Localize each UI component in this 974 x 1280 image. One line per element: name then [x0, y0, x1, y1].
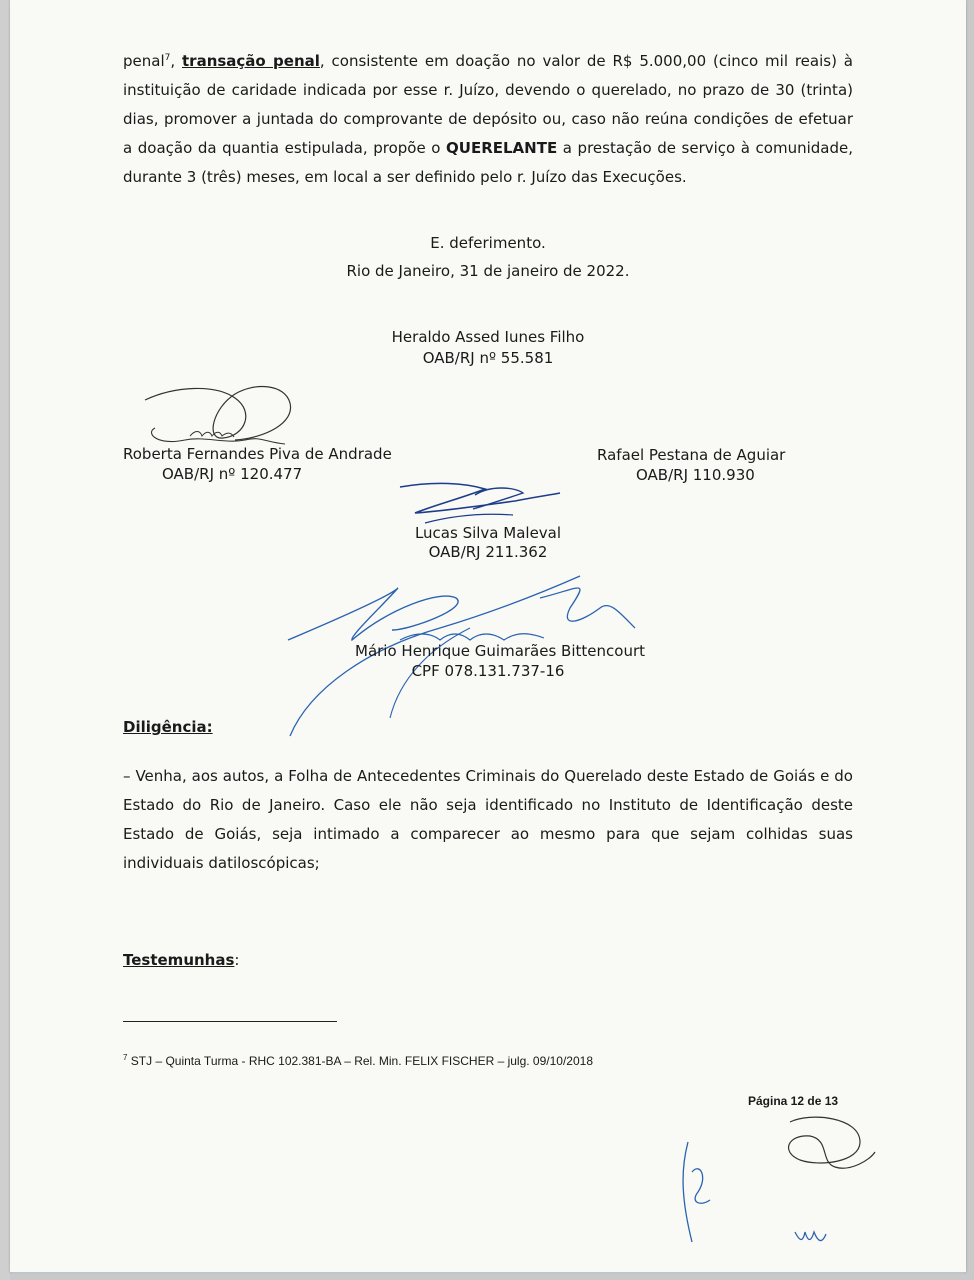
diligencia-heading: Diligência:: [123, 718, 213, 736]
text-querelante: QUERELANTE: [446, 139, 558, 157]
text-sep: ,: [170, 52, 182, 70]
document-page: [10, 0, 966, 1272]
paragraph-proposal: [123, 44, 853, 192]
footnote-number: 7: [123, 1053, 128, 1062]
footnote-separator: [123, 1021, 337, 1022]
testemunhas-heading: [123, 950, 239, 970]
page-edge: [12, 1272, 964, 1273]
lucas-name: Lucas Silva Maleval: [414, 524, 562, 542]
testemunhas-label: Testemunhas: [123, 951, 235, 969]
heraldo-oab: OAB/RJ nº 55.581: [422, 349, 554, 367]
signature-roberta: [135, 378, 305, 448]
rubric-signatures: [670, 1112, 890, 1262]
text-transacao-penal: transação penal: [182, 52, 320, 70]
testemunhas-colon: :: [234, 951, 240, 969]
heraldo-name: Heraldo Assed Iunes Filho: [391, 328, 585, 346]
footnote-ref: 7: [164, 53, 171, 63]
text-penal: penal: [123, 52, 165, 70]
mario-name: Mário Henrique Guimarães Bittencourt: [355, 642, 645, 660]
roberta-oab: OAB/RJ nº 120.477: [162, 465, 303, 483]
diligencia-text: – Venha, aos autos, a Folha de Antecedentes Criminais do Querelado deste Estado de Goiás e do Estado do Rio de Janeiro. Caso ele não seja identificado no Instituto de Identificação deste Estado de Goiás, seja intimado a comparecer ao mesmo para que sejam colhidas suas individuais datiloscópicas;: [123, 767, 853, 872]
rafael-name: Rafael Pestana de Aguiar: [597, 446, 786, 464]
page-number: Página 12 de 13: [748, 1094, 839, 1108]
text-suffix: a prestação de serviço à comunidade, durante 3 (três) meses, em local a ser definido pelo r. Juízo das Execuções.: [123, 139, 854, 186]
footnote: [123, 1053, 593, 1068]
footnote-text: STJ – Quinta Turma - RHC 102.381-BA – Rel. Min. FELIX FISCHER – julg. 09/10/2018: [127, 1054, 593, 1068]
lucas-oab: OAB/RJ 211.362: [428, 543, 548, 561]
text-middle: , consistente em doação no valor de R$ 5.000,00 (cinco mil reais) à instituição de caridade indicada por esse r. Juízo, devendo o querelado, no prazo de 30 (trinta) dias, promover a juntada do comprovante de depósito ou, caso não reúna condições de efetuar a doação da quantia estipulada, propõe o: [123, 52, 853, 157]
rafael-oab: OAB/RJ 110.930: [636, 466, 755, 484]
place-date: Rio de Janeiro, 31 de janeiro de 2022.: [346, 262, 630, 280]
deferimento: E. deferimento.: [430, 234, 546, 252]
scan-margin: [0, 0, 10, 1280]
mario-cpf: CPF 078.131.737-16: [411, 662, 565, 680]
roberta-name: Roberta Fernandes Piva de Andrade: [123, 445, 392, 463]
